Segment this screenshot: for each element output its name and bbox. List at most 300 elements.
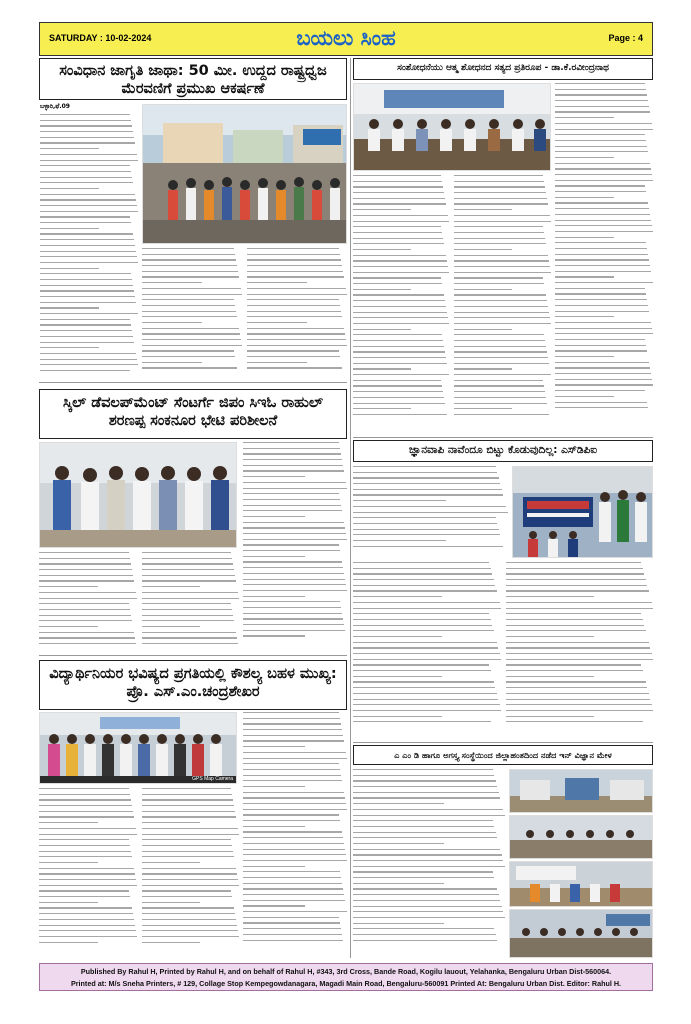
article-1-text-col-2 <box>142 248 242 380</box>
body-text-line <box>243 567 343 568</box>
body-text-line <box>353 391 443 392</box>
body-text-line <box>555 208 649 209</box>
body-text-line <box>243 482 346 483</box>
body-text-line <box>142 942 200 943</box>
body-text-line <box>506 636 594 637</box>
body-text-line <box>506 596 594 597</box>
body-text-line <box>142 322 202 323</box>
body-text-line <box>247 367 342 368</box>
body-text-line <box>353 472 497 473</box>
body-text-line <box>247 305 340 306</box>
body-text-line <box>39 816 134 817</box>
body-text-line <box>247 299 339 300</box>
body-text-line <box>40 273 131 274</box>
body-text-line <box>142 839 231 840</box>
body-text-line <box>142 333 240 334</box>
body-text-line <box>454 249 512 250</box>
body-text-line <box>247 282 307 283</box>
body-text-line <box>353 255 446 256</box>
divider <box>353 437 653 438</box>
body-text-line <box>353 630 494 631</box>
body-text-line <box>40 279 132 280</box>
article-2-headline: ಸ್ಕಿಲ್ ಡೆವಲಪ್‌ಮೆಂಟ್ ಸೆಂಟರ್ಗೆ ಜಿಪಂ ಸಿಇಓ ರಾಹುಲ್ ಶರಣಪ್ಪ ಸಂಕನೂರ ಭೇಟಿ ಪರಿಶೀಲನೆ <box>63 395 323 430</box>
body-text-line <box>454 198 547 199</box>
body-text-line <box>142 254 235 255</box>
body-text-line <box>247 339 346 340</box>
body-text-line <box>243 533 346 534</box>
body-text-line <box>142 799 233 800</box>
article-1-headline-box <box>39 58 347 100</box>
body-text-line <box>243 465 343 466</box>
body-text-line <box>353 238 443 239</box>
body-text-line <box>142 862 200 863</box>
body-text-line <box>243 579 345 580</box>
body-text-line <box>142 288 241 289</box>
body-text-line <box>142 282 202 283</box>
body-text-line <box>353 562 489 563</box>
article-3-text-col-1 <box>243 712 347 958</box>
body-text-line <box>506 608 653 609</box>
body-text-line <box>40 342 134 343</box>
body-text-line <box>243 712 339 713</box>
body-text-line <box>353 721 491 722</box>
body-text-line <box>247 271 343 272</box>
body-text-line <box>555 328 652 329</box>
body-text-line <box>247 328 344 329</box>
body-text-line <box>40 262 138 263</box>
body-text-line <box>353 883 444 884</box>
body-text-line <box>243 613 342 614</box>
body-text-line <box>243 780 342 781</box>
body-text-line <box>39 896 130 897</box>
body-text-line <box>142 902 200 903</box>
body-text-line <box>506 613 641 614</box>
body-text-line <box>353 289 411 290</box>
body-text-line <box>506 630 646 631</box>
body-text-line <box>39 890 129 891</box>
body-text-line <box>142 305 235 306</box>
body-text-line <box>353 408 411 409</box>
body-text-line <box>506 647 650 648</box>
body-text-line <box>555 146 647 147</box>
body-text-line <box>353 877 494 878</box>
body-text-line <box>142 552 231 553</box>
body-text-line <box>243 871 340 872</box>
body-text-line <box>39 868 134 869</box>
body-text-line <box>40 285 133 286</box>
body-text-line <box>142 896 232 897</box>
body-text-line <box>243 635 305 636</box>
page-number: Page : 4 <box>608 33 643 43</box>
body-text-line <box>353 249 411 250</box>
body-text-line <box>353 277 441 278</box>
body-text-line <box>39 862 98 863</box>
body-text-line <box>353 704 500 705</box>
body-text-line <box>243 905 305 906</box>
body-text-line <box>353 232 442 233</box>
body-text-line <box>142 811 235 812</box>
body-text-line <box>40 120 131 121</box>
issue-date: SATURDAY : 10-02-2024 <box>49 33 152 43</box>
body-text-line <box>243 803 346 804</box>
body-text-line <box>555 129 653 130</box>
article-4-text-col-3 <box>454 175 551 435</box>
body-text-line <box>247 333 345 334</box>
body-text-line <box>353 769 493 770</box>
article-3-text-col-3 <box>142 788 239 958</box>
body-text-line <box>353 803 444 804</box>
photo-watermark: GPS Map Camera <box>192 776 233 782</box>
body-text-line <box>40 347 99 348</box>
article-4-headline: ಸಂಶೋಧನೆಯು ಆತ್ಮ ಶೋಧನದ ಸತ್ಯದ ಪ್ರತಿರೂಪ - ಡಾ.ಕೆ.ರವೀಂದ್ರನಾಥ <box>397 63 609 73</box>
body-text-line <box>555 225 652 226</box>
body-text-line <box>353 619 491 620</box>
body-text-line <box>555 254 648 255</box>
body-text-line <box>243 453 341 454</box>
article-6-text-col-1 <box>353 769 505 958</box>
body-text-line <box>142 834 239 835</box>
body-text-line <box>39 558 130 559</box>
article-2-text-col-1 <box>243 442 347 652</box>
body-text-line <box>353 786 497 787</box>
body-text-line <box>40 182 133 183</box>
article-5-text-col-2 <box>353 562 501 740</box>
body-text-line <box>39 879 136 880</box>
body-text-line <box>243 917 339 918</box>
body-text-line <box>243 837 343 838</box>
body-text-line <box>353 809 503 810</box>
body-text-line <box>243 775 341 776</box>
body-text-line <box>353 585 495 586</box>
body-text-line <box>142 632 236 633</box>
article-2-text-col-2 <box>39 552 137 652</box>
body-text-line <box>454 351 547 352</box>
body-text-line <box>506 676 594 677</box>
article-5-text-col-3 <box>506 562 653 740</box>
article-6-headline-box <box>353 745 653 765</box>
masthead <box>39 22 653 56</box>
body-text-line <box>454 391 545 392</box>
body-text-line <box>40 268 99 269</box>
body-text-line <box>353 775 494 776</box>
body-text-line <box>353 266 448 267</box>
newspaper-title: ಬಯಲು ಸಿಂಹ <box>296 26 396 50</box>
article-2-photo <box>39 442 237 548</box>
body-text-line <box>142 350 234 351</box>
body-text-line <box>39 569 132 570</box>
body-text-line <box>353 894 499 895</box>
body-text-line <box>454 403 547 404</box>
body-text-line <box>454 317 550 318</box>
body-text-line <box>142 913 235 914</box>
body-text-line <box>247 259 341 260</box>
body-text-line <box>555 168 651 169</box>
body-text-line <box>353 312 447 313</box>
body-text-line <box>243 940 343 941</box>
body-text-line <box>39 799 131 800</box>
body-text-line <box>353 414 447 415</box>
body-text-line <box>142 885 239 886</box>
body-text-line <box>454 283 544 284</box>
body-text-line <box>39 873 135 874</box>
body-text-line <box>243 894 344 895</box>
body-text-line <box>353 860 503 861</box>
body-text-line <box>243 854 346 855</box>
body-text-line <box>247 362 307 363</box>
body-text-line <box>142 816 236 817</box>
body-text-line <box>243 826 305 827</box>
body-text-line <box>243 590 347 591</box>
body-text-line <box>353 243 444 244</box>
article-5-headline: ಜ್ಞಾನವಾಪಿ ನಾವೆಂದೂ ಬಿಟ್ಟು ಕೊಡುವುದಿಲ್ಲ: ಎಸ್‌ಡಿಪಿಐ <box>408 444 598 456</box>
body-text-line <box>353 540 446 541</box>
body-text-line <box>243 809 347 810</box>
body-text-line <box>40 228 99 229</box>
body-text-line <box>353 716 442 717</box>
body-text-line <box>243 618 343 619</box>
body-text-line <box>454 414 549 415</box>
article-1-text-col-1 <box>40 103 138 380</box>
body-text-line <box>555 197 614 198</box>
body-text-line <box>39 885 137 886</box>
body-text-line <box>243 505 341 506</box>
body-text-line <box>247 356 340 357</box>
body-text-line <box>142 828 238 829</box>
body-text-line <box>353 573 492 574</box>
body-text-line <box>454 380 543 381</box>
body-text-line <box>353 363 447 364</box>
body-text-line <box>39 580 134 581</box>
body-text-line <box>142 339 241 340</box>
body-text-line <box>40 256 137 257</box>
body-text-line <box>353 340 443 341</box>
body-text-line <box>353 374 449 375</box>
body-text-line <box>40 296 135 297</box>
body-text-line <box>247 322 307 323</box>
body-text-line <box>353 397 444 398</box>
divider <box>39 655 347 656</box>
body-text-line <box>243 786 305 787</box>
body-text-line <box>243 746 305 747</box>
body-text-line <box>142 890 231 891</box>
body-text-line <box>353 226 441 227</box>
body-text-line <box>555 123 652 124</box>
body-text-line <box>353 780 496 781</box>
article-5-text-col-1 <box>353 466 508 558</box>
body-text-line <box>142 794 232 795</box>
body-text-line <box>454 226 543 227</box>
body-text-line <box>142 637 237 638</box>
body-text-line <box>555 106 649 107</box>
body-text-line <box>353 625 492 626</box>
body-text-line <box>353 710 501 711</box>
body-text-line <box>454 175 543 176</box>
body-text-line <box>243 499 340 500</box>
body-text-line <box>353 659 501 660</box>
article-4-headline-box <box>353 58 653 80</box>
body-text-line <box>142 265 237 266</box>
body-text-line <box>353 546 503 547</box>
body-text-line <box>243 527 345 528</box>
body-text-line <box>555 191 646 192</box>
body-text-line <box>454 255 548 256</box>
body-text-line <box>454 221 551 222</box>
body-text-line <box>247 265 342 266</box>
body-text-line <box>454 260 549 261</box>
body-text-line <box>142 856 234 857</box>
body-text-line <box>454 209 512 210</box>
body-text-line <box>353 294 444 295</box>
body-text-line <box>243 607 341 608</box>
body-text-line <box>555 299 647 300</box>
body-text-line <box>506 590 649 591</box>
body-text-line <box>353 512 508 513</box>
body-text-line <box>555 117 614 118</box>
body-text-line <box>353 826 494 827</box>
body-text-line <box>40 165 130 166</box>
body-text-line <box>353 911 503 912</box>
body-text-line <box>506 693 649 694</box>
body-text-line <box>39 913 133 914</box>
body-text-line <box>555 339 645 340</box>
body-text-line <box>353 181 442 182</box>
body-text-line <box>142 788 231 789</box>
body-text-line <box>39 839 129 840</box>
body-text-line <box>243 877 341 878</box>
body-text-line <box>353 613 489 614</box>
body-text-line <box>142 248 234 249</box>
body-text-line <box>243 573 344 574</box>
body-text-line <box>353 568 491 569</box>
body-text-line <box>39 586 98 587</box>
body-text-line <box>555 140 646 141</box>
body-text-line <box>40 216 130 217</box>
body-text-line <box>243 860 347 861</box>
body-text-line <box>353 323 449 324</box>
body-text-line <box>454 289 512 290</box>
article-3-photo <box>39 712 237 784</box>
body-text-line <box>243 883 342 884</box>
body-text-line <box>40 188 99 189</box>
body-text-line <box>247 345 347 346</box>
body-text-line <box>353 500 446 501</box>
body-text-line <box>454 232 544 233</box>
body-text-line <box>142 879 238 880</box>
body-text-line <box>40 125 132 126</box>
body-text-line <box>40 154 137 155</box>
body-text-line <box>555 311 649 312</box>
body-text-line <box>40 370 130 371</box>
body-text-line <box>247 276 344 277</box>
body-text-line <box>243 866 305 867</box>
body-text-line <box>454 334 544 335</box>
body-text-line <box>142 367 237 368</box>
body-text-line <box>506 573 644 574</box>
body-text-line <box>353 283 442 284</box>
body-text-line <box>142 925 237 926</box>
body-text-line <box>39 637 135 638</box>
body-text-line <box>555 384 653 385</box>
body-text-line <box>353 647 498 648</box>
body-text-line <box>39 615 131 616</box>
body-text-line <box>506 681 646 682</box>
body-text-line <box>555 390 645 391</box>
body-text-line <box>243 544 339 545</box>
body-text-line <box>454 300 547 301</box>
body-text-line <box>39 620 132 621</box>
body-text-line <box>40 142 135 143</box>
body-text-line <box>555 231 653 232</box>
body-text-line <box>243 723 341 724</box>
body-text-line <box>555 265 650 266</box>
body-text-line <box>243 814 339 815</box>
body-text-line <box>454 203 548 204</box>
body-text-line <box>506 579 646 580</box>
body-text-line <box>40 313 138 314</box>
body-text-line <box>555 322 651 323</box>
body-text-line <box>39 845 130 846</box>
body-text-line <box>353 832 496 833</box>
body-text-line <box>39 598 137 599</box>
body-text-line <box>555 214 650 215</box>
body-text-line <box>506 699 650 700</box>
body-text-line <box>39 942 98 943</box>
body-text-line <box>39 805 132 806</box>
body-text-line <box>506 687 647 688</box>
article-6-photo-4 <box>509 909 653 958</box>
body-text-line <box>506 642 649 643</box>
body-text-line <box>247 311 341 312</box>
body-text-line <box>555 134 645 135</box>
body-text-line <box>247 350 339 351</box>
article-2-text-col-3 <box>142 552 239 652</box>
body-text-line <box>243 630 345 631</box>
article-6-photo-3 <box>509 861 653 907</box>
body-text-line <box>40 148 99 149</box>
body-text-line <box>142 586 200 587</box>
body-text-line <box>40 239 134 240</box>
body-text-line <box>40 137 134 138</box>
body-text-line <box>142 598 239 599</box>
body-text-line <box>39 856 132 857</box>
body-text-line <box>555 151 648 152</box>
body-text-line <box>40 222 131 223</box>
body-text-line <box>506 670 643 671</box>
body-text-line <box>243 476 305 477</box>
body-text-line <box>243 522 344 523</box>
body-text-line <box>142 930 238 931</box>
body-text-line <box>353 175 441 176</box>
body-text-line <box>40 194 135 195</box>
body-text-line <box>555 288 645 289</box>
body-text-line <box>247 294 347 295</box>
body-text-line <box>39 552 129 553</box>
body-text-line <box>353 186 443 187</box>
body-text-line <box>454 346 546 347</box>
body-text-line <box>39 626 98 627</box>
body-text-line <box>353 489 502 490</box>
body-text-line <box>243 596 305 597</box>
body-text-line <box>353 215 448 216</box>
body-text-line <box>40 245 135 246</box>
article-3-text-col-2 <box>39 788 137 958</box>
body-text-line <box>555 185 645 186</box>
body-text-line <box>555 379 652 380</box>
body-text-line <box>353 843 444 844</box>
body-text-line <box>142 271 238 272</box>
body-text-line <box>353 653 500 654</box>
body-text-line <box>353 221 449 222</box>
